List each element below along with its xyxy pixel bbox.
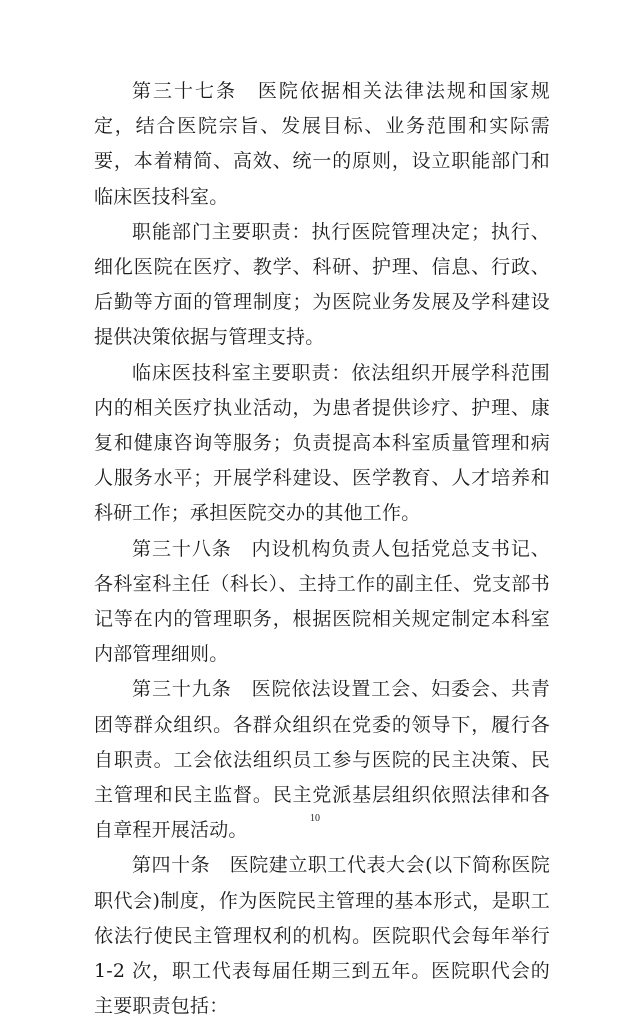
page-number: 10 [310,813,320,824]
paragraph-functional-departments: 职能部门主要职责：执行医院管理决定；执行、细化医院在医疗、教学、科研、护理、信息、行政、后勤等方面的管理制度；为医院业务发展及学科建设提供决策依据与管理支持。 [94,220,550,349]
document-body [94,74,550,1024]
paragraph-article-37: 第三十七条 医院依据相关法律法规和国家规定，结合医院宗旨、发展目标、业务范围和实际需要，本着精简、高效、统一的原则，设立职能部门和临床医技科室。 [94,80,550,208]
paragraph-article-40: 第四十条 医院建立职工代表大会(以下简称医院职代会)制度，作为医院民主管理的基本形式，是职工依法行使民主管理权利的机构。医院职代会每年举行 1-2 次，职工代表每届任期三到五年。医院职代会的主要职责包括： [94,854,550,1018]
paragraph-clinical-departments: 临床医技科室主要职责：依法组织开展学科范围内的相关医疗执业活动，为患者提供诊疗、护理、康复和健康咨询等服务；负责提高本科室质量管理和病人服务水平；开展学科建设、医学教育、人才培养和科研工作；承担医院交办的其他工作。 [94,361,550,525]
paragraph-article-38: 第三十八条 内设机构负责人包括党总支书记、各科室科主任（科长）、主持工作的副主任、党支部书记等在内的管理职务，根据医院相关规定制定本科室内部管理细则。 [94,537,550,666]
paragraph-article-39: 第三十九条 医院依法设置工会、妇委会、共青团等群众组织。各群众组织在党委的领导下，履行各自职责。工会依法组织员工参与医院的民主决策、民主管理和民主监督。民主党派基层组织依照法律和各自章程开展活动。 [94,678,550,842]
